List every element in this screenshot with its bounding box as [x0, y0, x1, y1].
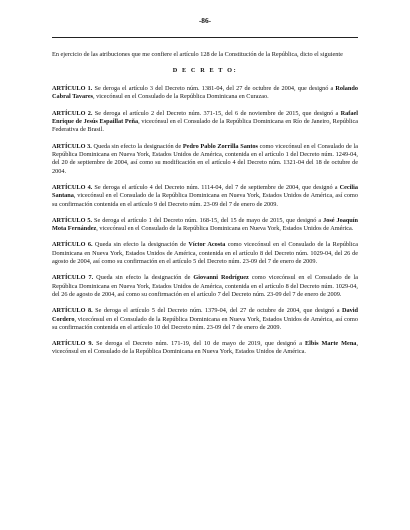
- article-label: ARTÍCULO 2.: [52, 109, 93, 117]
- article-6: [52, 241, 358, 266]
- article-text: , vicecónsul en el Consulado de la República Dominicana en Nueva York, Estados Unidos de América, así como su confirmación contenida en el artículo 10 del Decreto núm. 23-09 del 7 de enero de 2009.: [52, 315, 358, 331]
- article-7: [52, 274, 358, 299]
- article-label: ARTÍCULO 8.: [52, 307, 93, 315]
- page-number: -86-: [198, 16, 212, 25]
- header-rule: [52, 37, 358, 38]
- article-2: [52, 110, 358, 135]
- article-4: [52, 184, 358, 209]
- article-text: Queda sin efecto la designación de: [92, 241, 189, 249]
- article-text: , vicecónsul en el Consulado de la República Dominicana en Nueva York, Estados Unidos de América, así como su confirmación contenida en el artículo 9 del Decreto núm. 23-09 del 7 de enero de 2009.: [52, 192, 358, 208]
- article-text: , vicecónsul en el Consulado de la República Dominicana en Nueva York, Estados Unidos de América.: [96, 225, 354, 233]
- designee-name: Pedro Pablo Zorrilla Santos: [182, 142, 258, 150]
- article-label: ARTÍCULO 3.: [52, 142, 92, 150]
- article-text: Se deroga el artículo 4 del Decreto núm. 1114-04, del 7 de septiembre de 2004, que designó a: [92, 183, 340, 191]
- article-text: , vicecónsul en el Consulado de la República Dominicana en Curazao.: [93, 93, 269, 101]
- article-label: ARTÍCULO 7.: [52, 274, 94, 282]
- designee-name: Rafael Enrique de Jesús Espaillat Peña: [52, 109, 358, 125]
- article-text: Queda sin efecto la designación de: [93, 274, 194, 282]
- article-9: [52, 340, 358, 357]
- designee-name: Víctor Acosta: [188, 241, 226, 249]
- article-text: Se deroga el Decreto núm. 171-19, del 10 de mayo de 2019, que designó a: [93, 340, 306, 348]
- articles-list: [52, 85, 358, 357]
- article-text: Se deroga el artículo 1 del Decreto núm. 168-15, del 15 de mayo de 2015, que designó a: [92, 216, 324, 224]
- article-1: [52, 85, 358, 102]
- decree-heading: D E C R E T O:: [172, 67, 238, 75]
- article-text: Queda sin efecto la designación de: [91, 142, 183, 150]
- designee-name: David Cordero: [52, 307, 358, 323]
- article-text: , vicecónsul en el Consulado de la República Dominicana en Nueva York, Estados Unidos de América.: [52, 340, 358, 356]
- article-label: ARTÍCULO 1.: [52, 85, 93, 93]
- article-8: [52, 307, 358, 332]
- designee-name: Giovanni Rodríguez: [193, 274, 249, 282]
- article-text: Se deroga el artículo 5 del Decreto núm. 1379-04, del 27 de octubre de 2004, que designó a: [92, 307, 343, 315]
- article-label: ARTÍCULO 5.: [52, 216, 93, 224]
- intro-paragraph: En ejercicio de las atribuciones que me confiere el artículo 128 de la Constitución de la República, dicto el siguiente: [52, 51, 343, 58]
- designee-name: Cecilia Santana: [52, 183, 358, 200]
- article-text: como vicecónsul en el Consulado de la República Dominicana en Nueva York, Estados Unidos de América, contenida en el artículo 8 del Decreto núm. 1029-04, del 26 de agosto de 2004, así como su confirmación en el artículo 7 del Decreto núm. 23-09 del 7 de enero de 2009.: [52, 274, 359, 298]
- designee-name: Rolando Cabral Tavares: [52, 85, 358, 101]
- article-3: [52, 143, 358, 176]
- article-text: Se deroga el artículo 2 del Decreto núm. 371-15, del 6 de noviembre de 2015, que designó a: [92, 109, 341, 117]
- article-5: [52, 217, 358, 234]
- article-text: como vicecónsul en el Consulado de la República Dominicana en Nueva York, Estados Unidos de América, contenida en el artículo 8 del Decreto núm. 1029-04, del 26 de agosto de 2004, así como su confirmación en el artículo 5 del Decreto núm. 23-09 del 7 de enero de 2009.: [52, 241, 358, 266]
- article-text: , vicecónsul en el Consulado de la República Dominicana en Río de Janeiro, República Federativa de Brasil.: [52, 118, 358, 134]
- document-body: [52, 51, 358, 365]
- article-text: Se deroga el artículo 3 del Decreto núm. 1381-04, del 27 de octubre de 2004, que designó a: [92, 85, 336, 93]
- article-label: ARTÍCULO 9.: [52, 340, 94, 348]
- article-label: ARTÍCULO 4.: [52, 183, 93, 191]
- article-text: como vicecónsul en el Consulado de la República Dominicana en Nueva York, Estados Unidos de América, contenida en el artículo 1 del Decreto núm. 1249-04, del 20 de septiembre de 2004, así como su modificación en el artículo 4 del Decreto núm. 1321-04 del 18 de octubre de 2004.: [52, 142, 358, 175]
- designee-name: José Joaquín Mota Fernández: [52, 216, 358, 233]
- article-label: ARTÍCULO 6.: [52, 241, 93, 249]
- designee-name: Elbis Marte Mena: [305, 340, 357, 348]
